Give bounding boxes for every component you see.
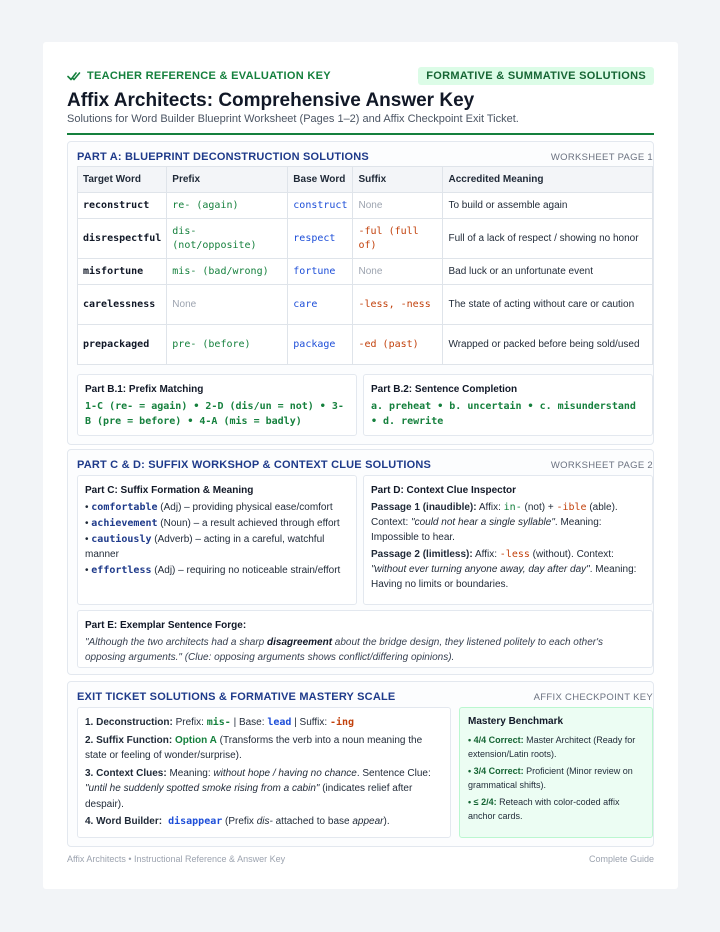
col-header: Prefix xyxy=(167,167,288,193)
context-quote: "without ever turning anyone away, day after day" xyxy=(371,564,590,575)
q4-base: appear xyxy=(352,816,384,827)
prefix-cell: pre- (before) xyxy=(167,325,288,365)
q4-prefix-label: (Prefix xyxy=(222,816,257,827)
passage-2-answer xyxy=(371,547,645,592)
q3-note: (indicates relief after despair). xyxy=(85,783,413,810)
page-subtitle: Solutions for Word Builder Blueprint Worksheet (Pages 1–2) and Affix Checkpoint Exit Ticket. xyxy=(67,113,519,125)
exit-q4 xyxy=(85,814,443,830)
q2-option: Option A xyxy=(172,734,217,746)
prefix-label: Prefix: xyxy=(172,717,207,728)
part-cd-section xyxy=(67,449,654,675)
meaning-text: . Meaning: Impossible to hear. xyxy=(371,517,602,543)
part-b2-title: Part B.2: Sentence Completion xyxy=(371,384,518,395)
mastery-level-label: • ≤ 2/4: xyxy=(468,797,497,807)
target-word: prepackaged xyxy=(78,325,167,365)
suffix-word: effortless xyxy=(91,565,152,576)
part-c-card xyxy=(77,475,357,605)
suffix-cell: -less, -ness xyxy=(353,285,443,325)
exit-title: EXIT TICKET SOLUTIONS & FORMATIVE MASTERY SCALE xyxy=(77,691,396,703)
meaning-cell: The state of acting without care or caution xyxy=(443,285,653,325)
prefix-cell: None xyxy=(167,285,288,325)
table-row xyxy=(78,259,653,285)
col-header: Target Word xyxy=(78,167,167,193)
target-word: reconstruct xyxy=(78,193,167,219)
suffix-item: • comfortable (Adj) – providing physical ease/comfort xyxy=(85,502,333,513)
part-e-sentence xyxy=(85,635,645,665)
part-e-title: Part E: Exemplar Sentence Forge: xyxy=(85,620,247,631)
base-cell: package xyxy=(288,325,353,365)
suffix-label: | Suffix: xyxy=(291,717,330,728)
footer-right: Complete Guide xyxy=(588,854,654,864)
page-title: Affix Architects: Comprehensive Answer Key xyxy=(67,90,475,111)
mastery-level-text: Master Architect (Ready for extension/Latin roots). xyxy=(468,735,636,759)
part-b1-card xyxy=(77,374,357,436)
part-a-title: PART A: BLUEPRINT DECONSTRUCTION SOLUTIONS xyxy=(77,151,369,163)
q3-quote: "until he suddenly spotted smoke rising from a cabin" xyxy=(85,783,320,794)
q4-word: disappear xyxy=(162,816,223,827)
suffix-def: (Adverb) – acting in a careful, watchful manner xyxy=(85,534,325,560)
target-word: misfortune xyxy=(78,259,167,285)
suffix-item: • effortless (Adj) – requiring no noticeable strain/effort xyxy=(85,565,341,576)
mastery-level xyxy=(468,795,644,823)
meaning-cell: Wrapped or packed before being sold/used xyxy=(443,325,653,365)
sentence-start: "Although the two architects had a sharp xyxy=(85,637,267,648)
answer-key-page xyxy=(43,42,678,889)
suffix-cell: -ful (full of) xyxy=(353,219,443,259)
exit-q3 xyxy=(85,766,443,813)
part-b1-answer: 1-C (re- = again) • 2-D (dis/un = not) • 3-B (pre = before) • 4-A (mis = badly) xyxy=(85,401,344,427)
part-a-section xyxy=(67,141,654,445)
meaning-cell: Full of a lack of respect / showing no honor xyxy=(443,219,653,259)
suffix-cell: -ed (past) xyxy=(353,325,443,365)
q4-prefix: dis- xyxy=(256,816,273,827)
suffix-def: (Adj) – providing physical ease/comfort xyxy=(157,502,333,513)
header-row xyxy=(67,67,654,85)
exit-answers-card xyxy=(77,707,451,838)
q3-meaning: without hope / having no chance xyxy=(213,767,357,779)
solutions-pill: FORMATIVE & SUMMATIVE SOLUTIONS xyxy=(418,67,654,85)
part-cd-header xyxy=(77,459,653,471)
suffix-word: comfortable xyxy=(91,502,158,513)
q4-end: ). xyxy=(383,816,390,827)
col-header: Accredited Meaning xyxy=(443,167,653,193)
mastery-level-text: Reteach with color-coded affix anchor cards. xyxy=(468,797,620,821)
suffix-def: (Noun) – a result achieved through effort xyxy=(157,518,340,529)
context-label: (without). Context: xyxy=(529,549,614,560)
suffix-item: • achievement (Noun) – a result achieved through effort xyxy=(85,518,340,529)
mastery-title: Mastery Benchmark xyxy=(468,716,564,727)
table-row xyxy=(78,285,653,325)
q4-base-label: attached to base xyxy=(272,816,353,827)
table-row xyxy=(78,325,653,365)
q1-label: 1. Deconstruction: xyxy=(85,717,173,728)
part-a-header xyxy=(77,151,653,163)
mastery-level-label: • 3/4 Correct: xyxy=(468,766,524,776)
exit-ticket-section xyxy=(67,681,654,847)
affix-label: Affix: xyxy=(472,549,500,560)
part-e-card xyxy=(77,610,653,668)
mastery-level-label: • 4/4 Correct: xyxy=(468,735,524,745)
q2-label: 2. Suffix Function: xyxy=(85,734,173,746)
affix-label: Affix: xyxy=(476,502,504,513)
affix-connector: (not) + xyxy=(521,502,557,513)
blueprint-table xyxy=(77,166,653,365)
target-word: carelessness xyxy=(78,285,167,325)
suffix-cell: None xyxy=(353,193,443,219)
suffix-cell: None xyxy=(353,259,443,285)
q3-label: 3. Context Clues: xyxy=(85,767,167,779)
part-d-title: Part D: Context Clue Inspector xyxy=(371,485,517,496)
part-a-tag: WORKSHEET PAGE 1 xyxy=(550,151,653,163)
exit-header xyxy=(77,691,653,703)
meaning-text: . Meaning: Having no limits or boundaries. xyxy=(371,564,637,590)
sentence-end: about the bridge design, they listened politely to each other's opposing arguments." (Clue: opposing arguments shows conflict/differing opinions). xyxy=(85,637,604,663)
part-cd-title: PART C & D: SUFFIX WORKSHOP & CONTEXT CLUE SOLUTIONS xyxy=(77,459,432,471)
table-row xyxy=(78,219,653,259)
context-quote: "could not hear a single syllable" xyxy=(411,517,555,528)
double-check-icon xyxy=(67,70,81,82)
affix-prefix: in- xyxy=(503,502,522,513)
sentence-target-word: disagreement xyxy=(267,637,333,648)
suffix-def: (Adj) – requiring no noticeable strain/effort xyxy=(151,565,341,576)
passage-2-label: Passage 2 (limitless): xyxy=(371,549,473,560)
exit-q2 xyxy=(85,733,443,764)
affix-suffix: -less xyxy=(499,549,530,560)
meaning-cell: Bad luck or an unfortunate event xyxy=(443,259,653,285)
q2-text: (Transforms the verb into a noun meaning the state or feeling of wonder/surprise). xyxy=(85,734,423,761)
mastery-level xyxy=(468,733,644,761)
prefix-cell: re- (again) xyxy=(167,193,288,219)
eyebrow xyxy=(67,70,331,82)
part-b2-card xyxy=(363,374,653,436)
suffix-word: cautiously xyxy=(91,534,152,545)
q1-base: lead xyxy=(267,717,292,728)
col-header: Suffix xyxy=(353,167,443,193)
mastery-benchmark-card xyxy=(459,707,653,838)
part-cd-tag: WORKSHEET PAGE 2 xyxy=(550,459,653,471)
suffix-word: achievement xyxy=(91,518,158,529)
eyebrow-label: TEACHER REFERENCE & EVALUATION KEY xyxy=(87,70,331,82)
base-cell: care xyxy=(288,285,353,325)
passage-1-label: Passage 1 (inaudible): xyxy=(371,502,477,513)
exit-q1 xyxy=(85,715,443,731)
part-d-card xyxy=(363,475,653,605)
col-header: Base Word xyxy=(288,167,353,193)
clue-label: . Sentence Clue: xyxy=(356,767,431,779)
mastery-level xyxy=(468,764,644,792)
part-b2-answer: a. preheat • b. uncertain • c. misunderstand • d. rewrite xyxy=(371,401,636,427)
q1-suffix: -ing xyxy=(329,717,355,728)
blueprint-table-wrap xyxy=(77,166,653,365)
exit-tag: AFFIX CHECKPOINT KEY xyxy=(533,691,653,703)
base-label: | Base: xyxy=(230,717,268,728)
table-header-row xyxy=(78,167,653,193)
part-c-title: Part C: Suffix Formation & Meaning xyxy=(85,485,254,496)
prefix-cell: dis- (not/opposite) xyxy=(167,219,288,259)
base-cell: respect xyxy=(288,219,353,259)
part-b1-title: Part B.1: Prefix Matching xyxy=(85,384,204,395)
q4-label: 4. Word Builder: xyxy=(85,816,163,827)
passage-1-answer xyxy=(371,500,645,545)
title-rule xyxy=(67,133,654,135)
target-word: disrespectful xyxy=(78,219,167,259)
affix-suffix: -ible xyxy=(556,502,587,513)
context-label: (able). Context: xyxy=(371,502,618,528)
base-cell: construct xyxy=(288,193,353,219)
base-cell: fortune xyxy=(288,259,353,285)
prefix-cell: mis- (bad/wrong) xyxy=(167,259,288,285)
table-row xyxy=(78,193,653,219)
meaning-label: Meaning: xyxy=(166,767,214,779)
footer-left: Affix Architects • Instructional Reference & Answer Key xyxy=(67,854,286,864)
mastery-level-text: Proficient (Minor review on grammatical shifts). xyxy=(468,766,633,790)
meaning-cell: To build or assemble again xyxy=(443,193,653,219)
page-footer xyxy=(67,854,654,864)
q1-prefix: mis- xyxy=(206,717,231,728)
suffix-item: • cautiously (Adverb) – acting in a careful, watchful manner xyxy=(85,534,325,560)
